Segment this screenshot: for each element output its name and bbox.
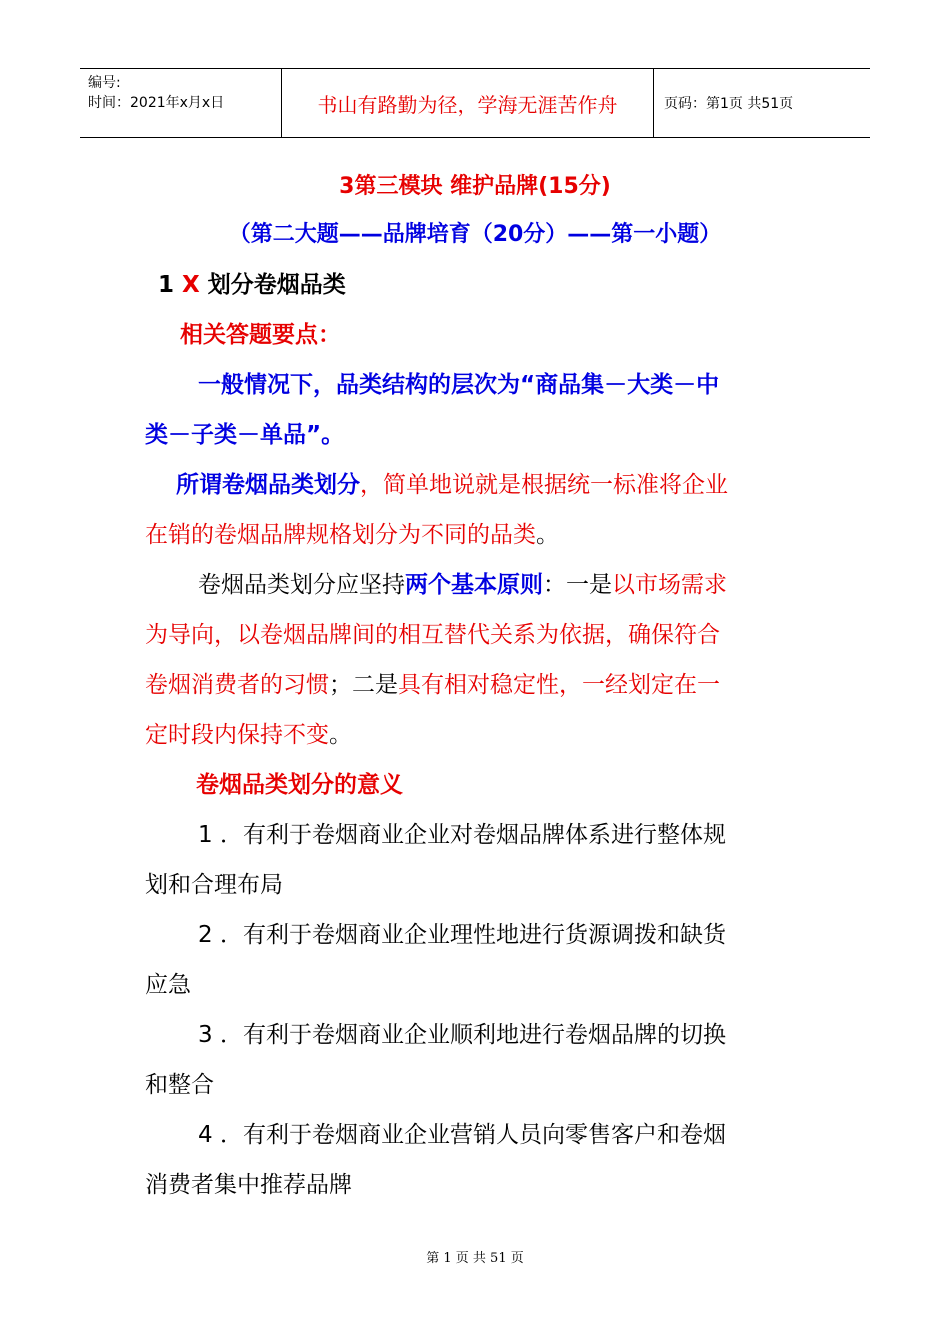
meaning-item-2-line2: 应急 [145,972,191,998]
section-title: 划分卷烟品类 [199,272,346,298]
para2-line1-rest: ，简单地说就是根据统一标准将企业 [360,472,728,498]
para3-l1a: 卷烟品类划分应坚持 [198,572,405,598]
para1-line1: 一般情况下，品类结构的层次为“商品集－大类－中 [198,372,720,398]
header-page-info: 页码：第1页 共51页 [664,96,794,112]
para3-l1c: ：一是 [543,572,612,598]
meaning-item-4-line2: 消费者集中推荐品牌 [145,1172,352,1198]
para3-l4-end: 。 [329,722,352,748]
para3-l1d: 以市场需求 [612,572,727,598]
para3-line1 [198,570,727,600]
header-left-cell [80,69,282,137]
para2-line2-text: 在销的卷烟品牌规格划分为不同的品类 [145,522,536,548]
section-heading [158,270,346,300]
header-number-label: 编号: [88,75,121,91]
page-header-table [80,68,870,138]
para3-l3c: 具有相对稳定性，一经划定在一 [398,672,720,698]
para2-line1 [176,470,728,500]
para3-principles: 两个基本原则 [405,572,543,598]
module-title: 3第三模块 维护品牌(15分) [339,174,611,199]
meaning-item-2-line1: 2 ．有利于卷烟商业企业理性地进行货源调拨和缺货 [198,922,726,948]
para2-line2 [145,520,559,550]
meaning-item-1-line1: 1 ．有利于卷烟商业企业对卷烟品牌体系进行整体规 [198,822,726,848]
meaning-item-3-line1: 3 ．有利于卷烟商业企业顺利地进行卷烟品牌的切换 [198,1022,726,1048]
para3-l3b: ；二是 [329,672,398,698]
meaning-item-3-line2: 和整合 [145,1072,214,1098]
section-x-mark: X [182,272,200,298]
header-motto: 书山有路勤为径，学海无涯苦作舟 [282,69,654,137]
module-subtitle: （第二大题——品牌培育（20分）——第一小题） [228,222,722,247]
page-footer: 第 1 页 共 51 页 [426,1251,524,1266]
para1-line2: 类－子类－单品”。 [145,422,345,448]
meaning-item-4-line1: 4 ．有利于卷烟商业企业营销人员向零售客户和卷烟 [198,1122,726,1148]
header-time-label: 时间：2021年x月x日 [88,95,225,111]
para2-line2-end: 。 [536,522,559,548]
para3-line4 [145,720,352,750]
answer-points-label: 相关答题要点： [180,322,341,348]
para3-l3a: 卷烟消费者的习惯 [145,672,329,698]
meaning-item-1-line2: 划和合理布局 [145,872,283,898]
para2-term: 所谓卷烟品类划分 [176,472,360,498]
section-number: 1 [158,272,183,298]
para3-l4: 定时段内保持不变 [145,722,329,748]
meaning-heading: 卷烟品类划分的意义 [196,772,403,798]
para3-line3 [145,670,720,700]
para3-line2: 为导向，以卷烟品牌间的相互替代关系为依据，确保符合 [145,622,720,648]
